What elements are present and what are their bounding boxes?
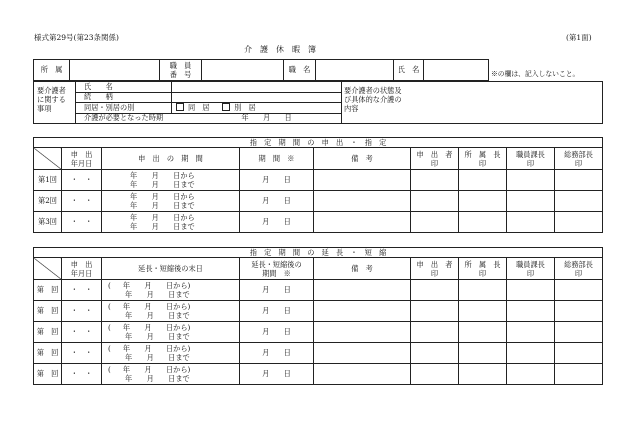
section2-title: 指 定 期 間 の 延 長 ・ 短 縮 [34,248,603,258]
row-period [102,322,240,343]
period-to: 年 月 日まで [130,180,195,189]
period-from: 年 月 日から [130,213,195,222]
seal-cell [459,280,507,301]
jotai-label: 要介護者の状態及 び具体的な介護の 内容 [342,82,603,124]
period-to: 年 月 日まで [125,311,190,320]
paren: ( [108,281,111,290]
s1-somubucho-header: 総務部長 印 [555,148,603,170]
row-biko [314,322,411,343]
seal-cell [555,280,603,301]
jiki-row [76,113,342,124]
period-to: 年 月 日まで [125,332,190,341]
seal-cell [507,280,555,301]
seal-cell [459,212,507,233]
shozoku-value [70,60,160,81]
row-label: 第 回 [34,301,62,322]
seal-cell [507,191,555,212]
shimei-value [424,60,489,81]
row-biko [314,364,411,385]
shokumei-label: 職 名 [284,60,316,81]
s1-date-header: 申 出 年月日 [62,148,102,170]
s1-kikan-header: 期 間 ※ [240,148,314,170]
row-biko [314,343,411,364]
paren: ( [108,323,111,332]
note-text: ※の欄は、記入しないこと。 [491,70,580,78]
seal-cell [459,301,507,322]
table-row [34,322,603,343]
s2-matsujitsu-header: 延長・短縮後の末日 [102,258,240,280]
shozoku-label: 所 属 [34,60,70,81]
table-row [34,212,603,233]
period-from: 年 月 日から) [122,281,191,290]
row-period [102,301,240,322]
period-from: 年 月 日から) [122,302,191,311]
seal-cell [459,322,507,343]
seal-cell [411,191,459,212]
row-date: ・ ・ [62,280,102,301]
row-biko [314,170,411,191]
seal-cell [555,170,603,191]
s2-biko-header: 備 考 [314,258,411,280]
s2-kikan-header: 延長・短縮後の 期間 ※ [240,258,314,280]
row-biko [314,280,411,301]
name-value [172,82,342,93]
s1-moshidesha-header: 申 出 者 印 [411,148,459,170]
period-to: 年 月 日まで [125,353,190,362]
seal-cell [459,364,507,385]
row-period [102,212,240,233]
row-kikan: 月 日 [240,301,314,322]
section2-corner [34,258,62,280]
period-from: 年 月 日から) [122,323,191,332]
seal-cell [411,364,459,385]
table-row [34,343,603,364]
row-period [102,364,240,385]
page-title: 介 護 休 暇 簿 [244,45,316,54]
shokumei-value [316,60,394,81]
s1-kacho-header: 所 属 長 印 [459,148,507,170]
row-label: 第1回 [34,170,62,191]
row-biko [314,301,411,322]
paren: ( [108,365,111,374]
row-kikan: 月 日 [240,322,314,343]
seal-cell [459,343,507,364]
row-date: ・ ・ [62,301,102,322]
seal-cell [555,301,603,322]
period-from: 年 月 日から) [122,344,191,353]
seal-cell [507,301,555,322]
period-to: 年 月 日まで [125,290,190,299]
row-label: 第3回 [34,212,62,233]
row-biko [314,212,411,233]
seal-cell [507,343,555,364]
seal-cell [507,364,555,385]
paren: ( [108,302,111,311]
row-kikan: 月 日 [240,280,314,301]
row-period [102,280,240,301]
form-number: 様式第29号(第23条関係) [34,33,119,42]
row-kikan: 月 日 [240,343,314,364]
zokugara-value [172,92,342,103]
s1-biko-header: 備 考 [314,148,411,170]
period-from: 年 月 日から [130,171,195,180]
table-row [34,191,603,212]
row-date: ・ ・ [62,170,102,191]
zokugara-label: 続 柄 [76,92,172,103]
period-to: 年 月 日まで [130,201,195,210]
row-period [102,191,240,212]
row-label: 第 回 [34,322,62,343]
shokuin-bango-label: 職 員 番 号 [160,60,202,81]
seal-cell [411,301,459,322]
shokuin-bango-value [202,60,284,81]
seal-cell [459,170,507,191]
s2-shokuin-kacho-header: 職員課長 印 [507,258,555,280]
extension-table [33,247,603,385]
care-recipient-table [33,81,603,124]
dokyo-label: 同居・別居の別 [76,103,172,114]
row-kikan: 月 日 [240,191,314,212]
section1-title: 指 定 期 間 の 申 出 ・ 指 定 [34,138,603,148]
jiki-date: 年 月 日 [241,113,292,123]
dokyo-options [172,103,342,114]
seal-cell [411,280,459,301]
seal-cell [555,364,603,385]
seal-cell [411,170,459,191]
row-label: 第2回 [34,191,62,212]
seal-cell [555,322,603,343]
row-label: 第 回 [34,364,62,385]
row-label: 第 回 [34,280,62,301]
seal-cell [555,343,603,364]
row-kikan: 月 日 [240,212,314,233]
row-period [102,343,240,364]
row-kikan: 月 日 [240,170,314,191]
row-date: ・ ・ [62,191,102,212]
period-from: 年 月 日から [130,192,195,201]
seal-cell [411,322,459,343]
jiki-label: 介護が必要となった時期 [84,113,164,123]
dokyo-checkbox[interactable] [176,103,184,111]
period-to: 年 月 日まで [130,222,195,231]
s1-shokuin-kacho-header: 職員課長 印 [507,148,555,170]
seal-cell [507,212,555,233]
row-kikan: 月 日 [240,364,314,385]
seal-cell [507,322,555,343]
yokaigo-label: 要介護者 に関する 事項 [34,82,76,124]
row-period [102,170,240,191]
dokyo-option-label: 同 居 [188,103,210,113]
row-label: 第 回 [34,343,62,364]
designation-table [33,137,603,233]
row-date: ・ ・ [62,343,102,364]
seal-cell [411,212,459,233]
row-date: ・ ・ [62,212,102,233]
s2-somubucho-header: 総務部長 印 [555,258,603,280]
seal-cell [555,191,603,212]
section1-corner [34,148,62,170]
s2-date-header: 申 出 年月日 [62,258,102,280]
seal-cell [459,191,507,212]
paren: ( [108,344,111,353]
row-date: ・ ・ [62,322,102,343]
s1-period-header: 申 出 の 期 間 [102,148,240,170]
s2-moshidesha-header: 申 出 者 印 [411,258,459,280]
table-row [34,364,603,385]
table-row [34,301,603,322]
shimei-label: 氏 名 [394,60,424,81]
s2-kacho-header: 所 属 長 印 [459,258,507,280]
period-from: 年 月 日から) [122,365,191,374]
row-date: ・ ・ [62,364,102,385]
page-number: (第1面) [566,33,592,42]
seal-cell [411,343,459,364]
staff-info-table [33,59,489,81]
table-row [34,280,603,301]
seal-cell [507,170,555,191]
table-row [34,170,603,191]
name-label: 氏 名 [76,82,172,93]
bekkyo-option-label: 別 居 [234,103,256,113]
period-to: 年 月 日まで [125,374,190,383]
seal-cell [555,212,603,233]
row-biko [314,191,411,212]
bekkyo-checkbox[interactable] [222,103,230,111]
